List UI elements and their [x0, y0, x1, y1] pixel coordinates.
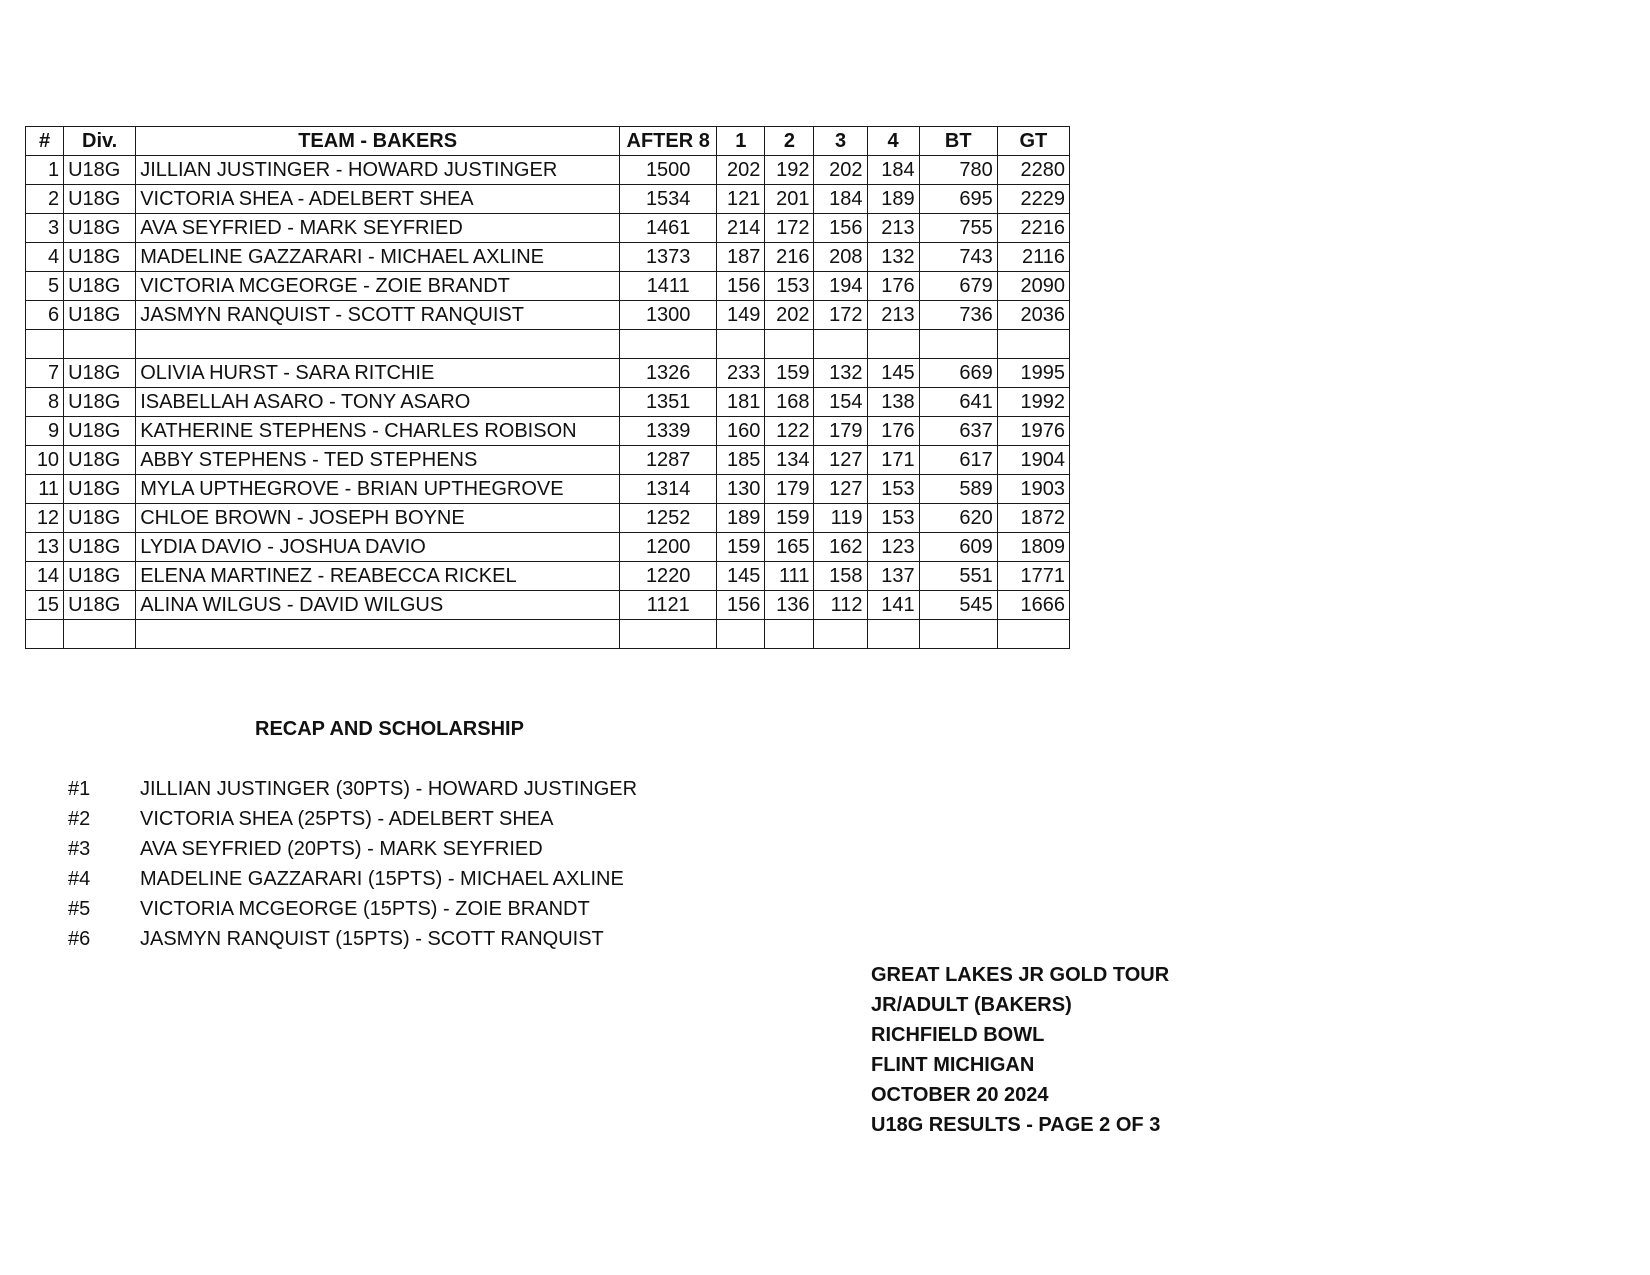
- cell-team: ABBY STEPHENS - TED STEPHENS: [136, 446, 620, 475]
- cell-game-4: 153: [867, 475, 919, 504]
- cell-rank: 5: [26, 272, 64, 301]
- cell-bt: 545: [919, 591, 997, 620]
- cell-game-4: 141: [867, 591, 919, 620]
- cell-division: U18G: [64, 214, 136, 243]
- cell-game-1: 189: [717, 504, 765, 533]
- cell-team: ELENA MARTINEZ - REABECCA RICKEL: [136, 562, 620, 591]
- cell-after-8: 1351: [620, 388, 717, 417]
- cell-game-1: 214: [717, 214, 765, 243]
- cell-rank: 2: [26, 185, 64, 214]
- cell-game-3: 194: [814, 272, 867, 301]
- cell-after-8: 1339: [620, 417, 717, 446]
- cell-gt: 1872: [997, 504, 1069, 533]
- table-row: [26, 359, 1070, 388]
- cell-game-4: 138: [867, 388, 919, 417]
- cell-game-2: 202: [765, 301, 814, 330]
- cell-game-3: 208: [814, 243, 867, 272]
- cell-gt: 2229: [997, 185, 1069, 214]
- cell-game-2: 136: [765, 591, 814, 620]
- cell-game-4: 137: [867, 562, 919, 591]
- cell-gt: [997, 620, 1069, 649]
- table-row: [26, 301, 1070, 330]
- cell-game-3: 179: [814, 417, 867, 446]
- cell-team: KATHERINE STEPHENS - CHARLES ROBISON: [136, 417, 620, 446]
- table-row: [26, 446, 1070, 475]
- table-row: [26, 562, 1070, 591]
- table-row: [26, 533, 1070, 562]
- table-row: [26, 156, 1070, 185]
- recap-text: VICTORIA MCGEORGE (15PTS) - ZOIE BRANDT: [140, 898, 590, 920]
- cell-gt: 2280: [997, 156, 1069, 185]
- cell-bt: [919, 620, 997, 649]
- cell-division: U18G: [64, 243, 136, 272]
- cell-game-3: 119: [814, 504, 867, 533]
- cell-game-4: 132: [867, 243, 919, 272]
- cell-after-8: 1500: [620, 156, 717, 185]
- cell-game-2: 192: [765, 156, 814, 185]
- cell-gt: 2090: [997, 272, 1069, 301]
- header-rank: #: [26, 127, 64, 156]
- cell-division: U18G: [64, 591, 136, 620]
- cell-game-3: 154: [814, 388, 867, 417]
- cell-game-3: 158: [814, 562, 867, 591]
- cell-rank: 12: [26, 504, 64, 533]
- header-game-3: 3: [814, 127, 867, 156]
- cell-division: U18G: [64, 359, 136, 388]
- cell-rank: 9: [26, 417, 64, 446]
- recap-rank: #2: [68, 808, 91, 830]
- cell-gt: [997, 330, 1069, 359]
- cell-rank: 10: [26, 446, 64, 475]
- cell-game-3: 127: [814, 446, 867, 475]
- cell-team: CHLOE BROWN - JOSEPH BOYNE: [136, 504, 620, 533]
- recap-title: RECAP AND SCHOLARSHIP: [255, 718, 524, 740]
- table-row: [26, 591, 1070, 620]
- table-row: [26, 272, 1070, 301]
- cell-bt: 637: [919, 417, 997, 446]
- recap-rank: #4: [68, 868, 91, 890]
- cell-rank: 11: [26, 475, 64, 504]
- cell-game-1: 121: [717, 185, 765, 214]
- cell-game-2: 216: [765, 243, 814, 272]
- cell-team: JILLIAN JUSTINGER - HOWARD JUSTINGER: [136, 156, 620, 185]
- cell-game-2: [765, 330, 814, 359]
- cell-game-3: 172: [814, 301, 867, 330]
- cell-division: U18G: [64, 562, 136, 591]
- cell-after-8: 1287: [620, 446, 717, 475]
- cell-team: LYDIA DAVIO - JOSHUA DAVIO: [136, 533, 620, 562]
- cell-game-3: [814, 330, 867, 359]
- header-division: Div.: [64, 127, 136, 156]
- cell-division: [64, 620, 136, 649]
- cell-bt: 669: [919, 359, 997, 388]
- recap-rank: #1: [68, 778, 91, 800]
- cell-game-2: 201: [765, 185, 814, 214]
- cell-game-3: 132: [814, 359, 867, 388]
- cell-game-1: 130: [717, 475, 765, 504]
- cell-bt: 743: [919, 243, 997, 272]
- cell-game-2: 111: [765, 562, 814, 591]
- cell-game-1: 233: [717, 359, 765, 388]
- table-row: [26, 330, 1070, 359]
- cell-game-2: 179: [765, 475, 814, 504]
- cell-bt: 736: [919, 301, 997, 330]
- cell-game-4: 176: [867, 272, 919, 301]
- cell-rank: 13: [26, 533, 64, 562]
- cell-rank: [26, 330, 64, 359]
- cell-gt: 1809: [997, 533, 1069, 562]
- recap-item: [68, 928, 637, 958]
- cell-team: VICTORIA MCGEORGE - ZOIE BRANDT: [136, 272, 620, 301]
- results-table: [25, 126, 1070, 649]
- cell-rank: 7: [26, 359, 64, 388]
- cell-game-4: 171: [867, 446, 919, 475]
- event-info-line: GREAT LAKES JR GOLD TOUR: [871, 964, 1170, 986]
- cell-game-3: 184: [814, 185, 867, 214]
- cell-division: [64, 330, 136, 359]
- cell-game-1: 181: [717, 388, 765, 417]
- header-gt: GT: [997, 127, 1069, 156]
- cell-game-2: 168: [765, 388, 814, 417]
- cell-game-4: 213: [867, 214, 919, 243]
- cell-game-1: 145: [717, 562, 765, 591]
- table-row: [26, 388, 1070, 417]
- cell-after-8: 1200: [620, 533, 717, 562]
- recap-item: [68, 808, 637, 838]
- header-game-4: 4: [867, 127, 919, 156]
- cell-gt: 2116: [997, 243, 1069, 272]
- cell-rank: 8: [26, 388, 64, 417]
- cell-game-3: 127: [814, 475, 867, 504]
- cell-rank: 3: [26, 214, 64, 243]
- cell-game-3: [814, 620, 867, 649]
- cell-after-8: 1121: [620, 591, 717, 620]
- cell-after-8: 1373: [620, 243, 717, 272]
- recap-item: [68, 868, 637, 898]
- cell-game-2: 172: [765, 214, 814, 243]
- cell-gt: 1992: [997, 388, 1069, 417]
- cell-game-2: [765, 620, 814, 649]
- cell-game-4: [867, 620, 919, 649]
- cell-after-8: 1411: [620, 272, 717, 301]
- cell-bt: 641: [919, 388, 997, 417]
- cell-game-2: 159: [765, 504, 814, 533]
- cell-gt: 1666: [997, 591, 1069, 620]
- recap-text: VICTORIA SHEA (25PTS) - ADELBERT SHEA: [140, 808, 554, 830]
- cell-game-1: [717, 620, 765, 649]
- cell-rank: 4: [26, 243, 64, 272]
- cell-rank: 1: [26, 156, 64, 185]
- cell-team: [136, 330, 620, 359]
- header-bt: BT: [919, 127, 997, 156]
- cell-after-8: [620, 330, 717, 359]
- cell-after-8: 1461: [620, 214, 717, 243]
- cell-game-4: 213: [867, 301, 919, 330]
- cell-division: U18G: [64, 475, 136, 504]
- event-info-line: FLINT MICHIGAN: [871, 1054, 1035, 1076]
- header-game-2: 2: [765, 127, 814, 156]
- cell-division: U18G: [64, 388, 136, 417]
- cell-game-2: 153: [765, 272, 814, 301]
- recap-rank: #3: [68, 838, 91, 860]
- cell-division: U18G: [64, 272, 136, 301]
- event-info-line: RICHFIELD BOWL: [871, 1024, 1045, 1046]
- cell-after-8: 1220: [620, 562, 717, 591]
- cell-game-4: 189: [867, 185, 919, 214]
- cell-game-1: 156: [717, 272, 765, 301]
- table-row: [26, 475, 1070, 504]
- cell-after-8: [620, 620, 717, 649]
- cell-bt: 620: [919, 504, 997, 533]
- cell-after-8: 1252: [620, 504, 717, 533]
- cell-game-1: 202: [717, 156, 765, 185]
- cell-team: MYLA UPTHEGROVE - BRIAN UPTHEGROVE: [136, 475, 620, 504]
- cell-game-3: 202: [814, 156, 867, 185]
- cell-game-4: 176: [867, 417, 919, 446]
- cell-team: AVA SEYFRIED - MARK SEYFRIED: [136, 214, 620, 243]
- cell-game-4: [867, 330, 919, 359]
- cell-division: U18G: [64, 417, 136, 446]
- table-row: [26, 243, 1070, 272]
- cell-game-1: 149: [717, 301, 765, 330]
- event-info: [871, 960, 1169, 1140]
- header-team: TEAM - BAKERS: [136, 127, 620, 156]
- cell-game-3: 156: [814, 214, 867, 243]
- cell-game-3: 112: [814, 591, 867, 620]
- header-after-8: AFTER 8: [620, 127, 717, 156]
- cell-game-2: 122: [765, 417, 814, 446]
- cell-rank: 15: [26, 591, 64, 620]
- cell-game-1: 159: [717, 533, 765, 562]
- recap-item: [68, 898, 637, 928]
- cell-game-1: 160: [717, 417, 765, 446]
- cell-game-3: 162: [814, 533, 867, 562]
- cell-rank: 6: [26, 301, 64, 330]
- cell-game-4: 145: [867, 359, 919, 388]
- cell-bt: 755: [919, 214, 997, 243]
- cell-after-8: 1326: [620, 359, 717, 388]
- recap-text: MADELINE GAZZARARI (15PTS) - MICHAEL AXLINE: [140, 868, 624, 890]
- cell-after-8: 1314: [620, 475, 717, 504]
- table-header-row: [26, 127, 1070, 156]
- cell-bt: [919, 330, 997, 359]
- cell-game-1: [717, 330, 765, 359]
- cell-gt: 1903: [997, 475, 1069, 504]
- table-row: [26, 620, 1070, 649]
- recap-rank: #6: [68, 928, 91, 950]
- cell-rank: [26, 620, 64, 649]
- cell-bt: 609: [919, 533, 997, 562]
- cell-division: U18G: [64, 156, 136, 185]
- event-info-line: JR/ADULT (BAKERS): [871, 994, 1072, 1016]
- cell-gt: 1976: [997, 417, 1069, 446]
- cell-game-4: 184: [867, 156, 919, 185]
- event-info-line: OCTOBER 20 2024: [871, 1084, 1049, 1106]
- cell-team: ISABELLAH ASARO - TONY ASARO: [136, 388, 620, 417]
- cell-bt: 695: [919, 185, 997, 214]
- cell-gt: 2036: [997, 301, 1069, 330]
- cell-team: [136, 620, 620, 649]
- cell-gt: 1995: [997, 359, 1069, 388]
- cell-after-8: 1300: [620, 301, 717, 330]
- cell-game-2: 134: [765, 446, 814, 475]
- recap-item: [68, 778, 637, 808]
- cell-gt: 1904: [997, 446, 1069, 475]
- cell-bt: 617: [919, 446, 997, 475]
- table-row: [26, 214, 1070, 243]
- cell-game-1: 156: [717, 591, 765, 620]
- recap-text: AVA SEYFRIED (20PTS) - MARK SEYFRIED: [140, 838, 543, 860]
- cell-team: VICTORIA SHEA - ADELBERT SHEA: [136, 185, 620, 214]
- cell-division: U18G: [64, 301, 136, 330]
- table-row: [26, 185, 1070, 214]
- cell-gt: 2216: [997, 214, 1069, 243]
- cell-bt: 589: [919, 475, 997, 504]
- cell-team: OLIVIA HURST - SARA RITCHIE: [136, 359, 620, 388]
- cell-team: ALINA WILGUS - DAVID WILGUS: [136, 591, 620, 620]
- cell-division: U18G: [64, 446, 136, 475]
- cell-division: U18G: [64, 504, 136, 533]
- cell-division: U18G: [64, 533, 136, 562]
- cell-game-1: 187: [717, 243, 765, 272]
- recap-text: JILLIAN JUSTINGER (30PTS) - HOWARD JUSTINGER: [140, 778, 638, 800]
- table-row: [26, 417, 1070, 446]
- cell-bt: 551: [919, 562, 997, 591]
- event-info-line: U18G RESULTS - PAGE 2 OF 3: [871, 1114, 1161, 1136]
- cell-game-2: 159: [765, 359, 814, 388]
- cell-bt: 780: [919, 156, 997, 185]
- recap-list: [68, 778, 637, 958]
- cell-team: MADELINE GAZZARARI - MICHAEL AXLINE: [136, 243, 620, 272]
- header-game-1: 1: [717, 127, 765, 156]
- cell-game-1: 185: [717, 446, 765, 475]
- recap-text: JASMYN RANQUIST (15PTS) - SCOTT RANQUIST: [140, 928, 604, 950]
- cell-bt: 679: [919, 272, 997, 301]
- cell-game-4: 153: [867, 504, 919, 533]
- cell-after-8: 1534: [620, 185, 717, 214]
- cell-division: U18G: [64, 185, 136, 214]
- recap-rank: #5: [68, 898, 91, 920]
- cell-rank: 14: [26, 562, 64, 591]
- cell-game-2: 165: [765, 533, 814, 562]
- table-row: [26, 504, 1070, 533]
- cell-game-4: 123: [867, 533, 919, 562]
- recap-item: [68, 838, 637, 868]
- cell-gt: 1771: [997, 562, 1069, 591]
- cell-team: JASMYN RANQUIST - SCOTT RANQUIST: [136, 301, 620, 330]
